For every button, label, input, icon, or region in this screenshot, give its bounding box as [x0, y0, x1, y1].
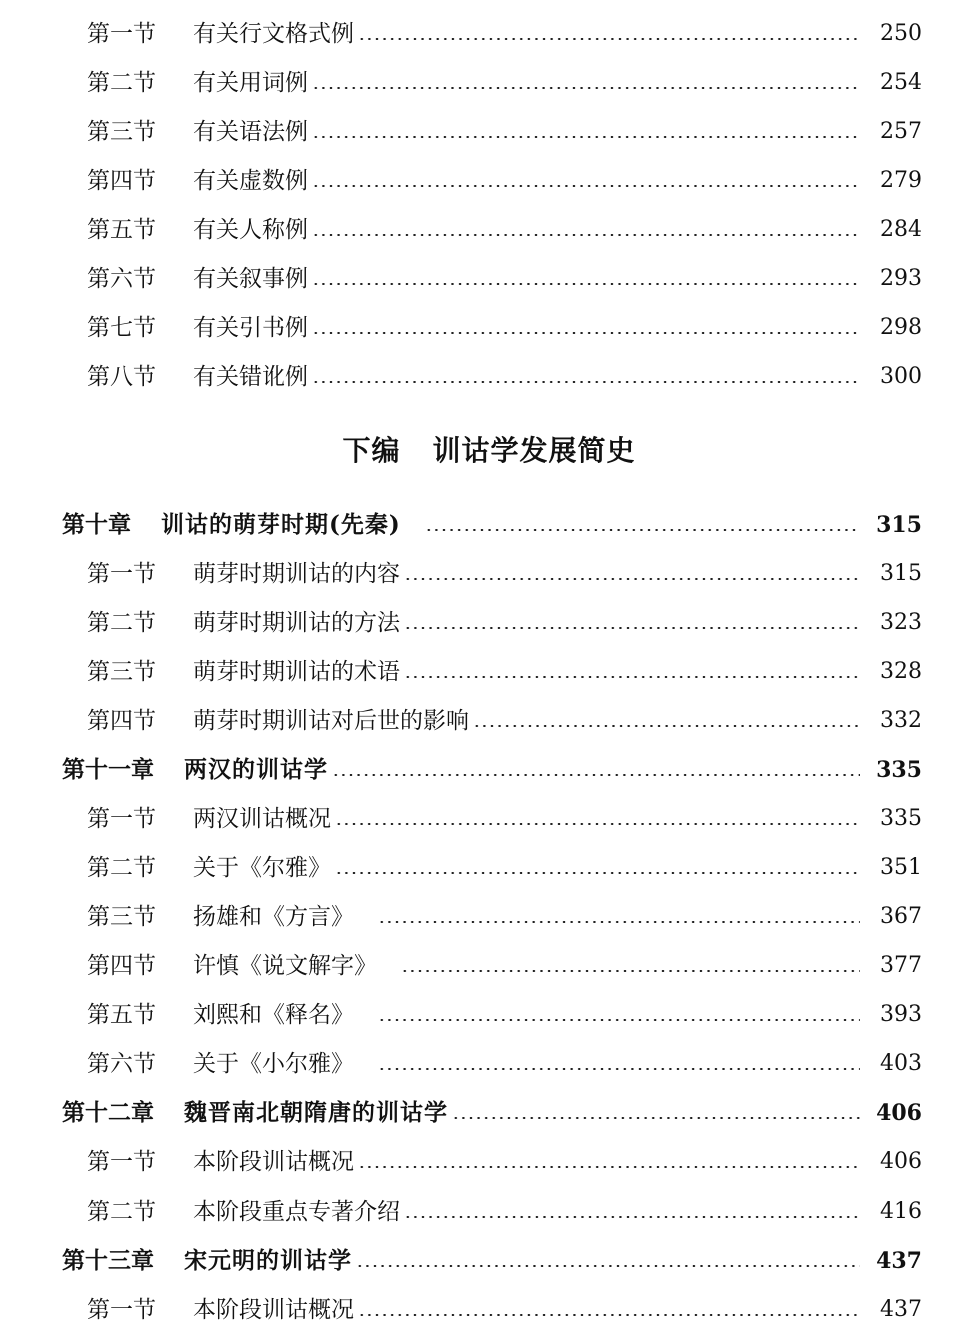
- dot-leader: [404, 676, 860, 678]
- toc-section-row: [0, 112, 978, 152]
- section-title: 萌芽时期训诂的内容: [193, 561, 400, 587]
- chapter-title: 两汉的训诂学: [184, 756, 328, 783]
- dot-leader: [404, 1216, 860, 1218]
- dot-leader: [378, 1019, 860, 1021]
- page-number: 335: [876, 757, 922, 783]
- part-heading: [0, 426, 978, 476]
- part-title: 训诂学发展简史: [432, 434, 636, 467]
- section-number: 第八节: [87, 364, 156, 390]
- toc-section-row: [0, 63, 978, 103]
- section-title: 有关引书例: [193, 315, 308, 341]
- chapter-number: 第十一章: [62, 756, 154, 783]
- toc-section-row: [0, 701, 978, 741]
- dot-leader: [473, 725, 860, 727]
- dot-leader: [358, 1314, 860, 1316]
- section-title: 两汉训诂概况: [193, 806, 331, 832]
- page-number: 377: [880, 953, 922, 978]
- section-number: 第四节: [87, 708, 156, 734]
- section-number: 第七节: [87, 315, 156, 341]
- section-number: 第一节: [87, 1297, 156, 1323]
- dot-leader: [404, 627, 860, 629]
- dot-leader: [378, 921, 860, 923]
- section-number: 第六节: [87, 1051, 156, 1077]
- page-number: 328: [880, 659, 922, 684]
- section-title: 萌芽时期训诂对后世的影响: [193, 708, 469, 734]
- toc-section-row: [0, 946, 978, 986]
- page-number: 257: [880, 119, 922, 144]
- dot-leader: [335, 823, 860, 825]
- section-title: 萌芽时期训诂的方法: [193, 610, 400, 636]
- page-number: 332: [880, 708, 922, 733]
- section-number: 第三节: [87, 904, 156, 930]
- toc-section-row: [0, 603, 978, 643]
- section-number: 第四节: [87, 168, 156, 194]
- toc-section-row: [0, 259, 978, 299]
- section-title: 萌芽时期训诂的术语: [193, 659, 400, 685]
- dot-leader: [425, 529, 860, 531]
- toc-section-row: [0, 357, 978, 397]
- dot-leader: [335, 872, 860, 874]
- section-number: 第二节: [87, 855, 156, 881]
- section-number: 第五节: [87, 1002, 156, 1028]
- toc-section-row: [0, 14, 978, 54]
- dot-leader: [452, 1117, 860, 1119]
- section-title: 有关错讹例: [193, 364, 308, 390]
- page-number: 437: [876, 1248, 922, 1274]
- section-number: 第二节: [87, 1199, 156, 1225]
- section-title: 关于《尔雅》: [193, 855, 331, 881]
- chapter-title: 魏晋南北朝隋唐的训诂学: [184, 1099, 448, 1126]
- chapter-title: 宋元明的训诂学: [184, 1247, 352, 1274]
- toc-section-row: [0, 848, 978, 888]
- chapter-number: 第十三章: [62, 1247, 154, 1274]
- dot-leader: [312, 283, 860, 285]
- page-number: 367: [880, 904, 922, 929]
- toc-section-row: [0, 161, 978, 201]
- toc-chapter-row: [0, 750, 978, 790]
- section-title: 许慎《说文解字》: [193, 953, 377, 979]
- page-number: 315: [880, 561, 922, 586]
- chapter-number: 第十二章: [62, 1099, 154, 1126]
- dot-leader: [358, 38, 860, 40]
- section-number: 第四节: [87, 953, 156, 979]
- toc-section-row: [0, 897, 978, 937]
- section-number: 第五节: [87, 217, 156, 243]
- section-title: 有关行文格式例: [193, 21, 354, 47]
- dot-leader: [312, 87, 860, 89]
- toc-section-row: [0, 1192, 978, 1232]
- page-number: 393: [880, 1002, 922, 1027]
- section-title: 关于《小尔雅》: [193, 1051, 354, 1077]
- page-number: 335: [880, 806, 922, 831]
- page-number: 300: [880, 364, 922, 389]
- chapter-title: 训诂的萌芽时期(先秦): [161, 511, 401, 538]
- toc-chapter-row: [0, 1241, 978, 1281]
- toc-chapter-row: [0, 1093, 978, 1133]
- section-title: 本阶段训诂概况: [193, 1149, 354, 1175]
- page-number: 284: [880, 217, 922, 242]
- part-label: 下编: [342, 434, 401, 467]
- section-title: 有关用词例: [193, 70, 308, 96]
- section-number: 第六节: [87, 266, 156, 292]
- page-number: 315: [876, 512, 922, 538]
- page-number: 416: [880, 1199, 922, 1224]
- page-number: 323: [880, 610, 922, 635]
- dot-leader: [312, 332, 860, 334]
- page-number: 250: [880, 21, 922, 46]
- toc-section-row: [0, 1290, 978, 1330]
- section-number: 第一节: [87, 1149, 156, 1175]
- section-number: 第二节: [87, 610, 156, 636]
- dot-leader: [312, 136, 860, 138]
- section-title: 有关虚数例: [193, 168, 308, 194]
- dot-leader: [404, 578, 860, 580]
- section-number: 第三节: [87, 119, 156, 145]
- page-number: 351: [880, 855, 922, 880]
- chapter-number: 第十章: [62, 511, 131, 538]
- section-title: 有关叙事例: [193, 266, 308, 292]
- section-number: 第一节: [87, 21, 156, 47]
- toc-section-row: [0, 1044, 978, 1084]
- toc-section-row: [0, 1142, 978, 1182]
- page-number: 406: [880, 1149, 922, 1174]
- toc-chapter-row: [0, 505, 978, 545]
- toc-section-row: [0, 308, 978, 348]
- toc-section-row: [0, 210, 978, 250]
- page-number: 254: [880, 70, 922, 95]
- page-number: 437: [880, 1297, 922, 1322]
- page-number: 298: [880, 315, 922, 340]
- toc-section-row: [0, 652, 978, 692]
- page-number: 293: [880, 266, 922, 291]
- dot-leader: [332, 774, 860, 776]
- page-number: 279: [880, 168, 922, 193]
- section-title: 本阶段训诂概况: [193, 1297, 354, 1323]
- dot-leader: [358, 1166, 860, 1168]
- section-number: 第三节: [87, 659, 156, 685]
- section-title: 有关人称例: [193, 217, 308, 243]
- dot-leader: [312, 234, 860, 236]
- toc-section-row: [0, 799, 978, 839]
- dot-leader: [401, 970, 860, 972]
- page-number: 406: [876, 1100, 922, 1126]
- toc-section-row: [0, 995, 978, 1035]
- section-number: 第二节: [87, 70, 156, 96]
- toc-section-row: [0, 554, 978, 594]
- page-number: 403: [880, 1051, 922, 1076]
- section-title: 扬雄和《方言》: [193, 904, 354, 930]
- section-number: 第一节: [87, 561, 156, 587]
- section-title: 刘熙和《释名》: [193, 1002, 354, 1028]
- section-number: 第一节: [87, 806, 156, 832]
- dot-leader: [312, 381, 860, 383]
- dot-leader: [378, 1068, 860, 1070]
- dot-leader: [312, 185, 860, 187]
- dot-leader: [356, 1265, 860, 1267]
- section-title: 有关语法例: [193, 119, 308, 145]
- section-title: 本阶段重点专著介绍: [193, 1199, 400, 1225]
